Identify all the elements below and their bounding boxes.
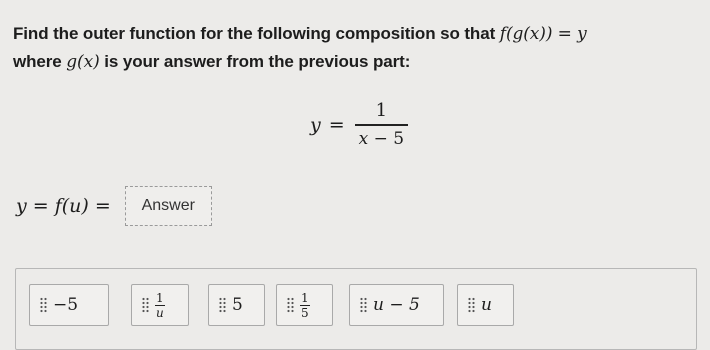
equation-denominator (355, 124, 408, 149)
choice-label: 5 (232, 295, 243, 315)
answer-drop-zone[interactable]: Answer (125, 186, 212, 226)
prompt-line-2-suffix: is your answer from the previous part: (99, 52, 411, 71)
choice-label: u − 5 (373, 295, 420, 315)
question-prompt (13, 20, 587, 76)
drag-handle-icon (468, 297, 475, 313)
choice-label: −5 (53, 295, 79, 315)
choice-denominator: 5 (301, 305, 309, 320)
choice-tile-u[interactable] (457, 284, 514, 326)
prompt-line-1-text: Find the outer function for the following composition so that (13, 24, 500, 43)
choice-tile-5[interactable] (208, 284, 265, 326)
drag-handle-icon (287, 297, 294, 313)
choice-tile-u-minus-5[interactable] (349, 284, 444, 326)
choice-tile-1-over-u[interactable] (131, 284, 189, 326)
drag-handle-icon (142, 297, 149, 313)
prompt-line-2 (13, 48, 587, 76)
choice-label: u (481, 295, 492, 315)
choice-fraction (300, 292, 310, 319)
choice-numerator: 1 (301, 290, 309, 305)
equation-lhs: y (310, 113, 321, 136)
choice-tile-1-over-5[interactable] (276, 284, 333, 326)
choice-numerator: 1 (156, 290, 164, 305)
drag-handle-icon (219, 297, 226, 313)
choice-denominator: u (156, 305, 164, 320)
drag-handle-icon (360, 297, 367, 313)
answer-lhs: y = f(u) = (16, 195, 111, 217)
answer-row (16, 186, 212, 226)
equation-equals: = (328, 113, 345, 136)
choice-fraction (155, 292, 165, 319)
prompt-inner-function-math: g(x) (66, 52, 100, 72)
equation-denominator-rest: − 5 (368, 129, 405, 149)
equation-fraction (355, 100, 408, 149)
equation-denominator-var: x (358, 129, 369, 149)
given-equation (310, 100, 408, 149)
drag-handle-icon (40, 297, 47, 313)
prompt-composition-math: f(g(x)) = y (499, 24, 587, 44)
prompt-line-1 (13, 20, 587, 48)
equation-numerator: 1 (375, 100, 388, 121)
prompt-line-2-prefix: where (13, 52, 67, 71)
choice-tile-minus-5[interactable] (29, 284, 109, 326)
